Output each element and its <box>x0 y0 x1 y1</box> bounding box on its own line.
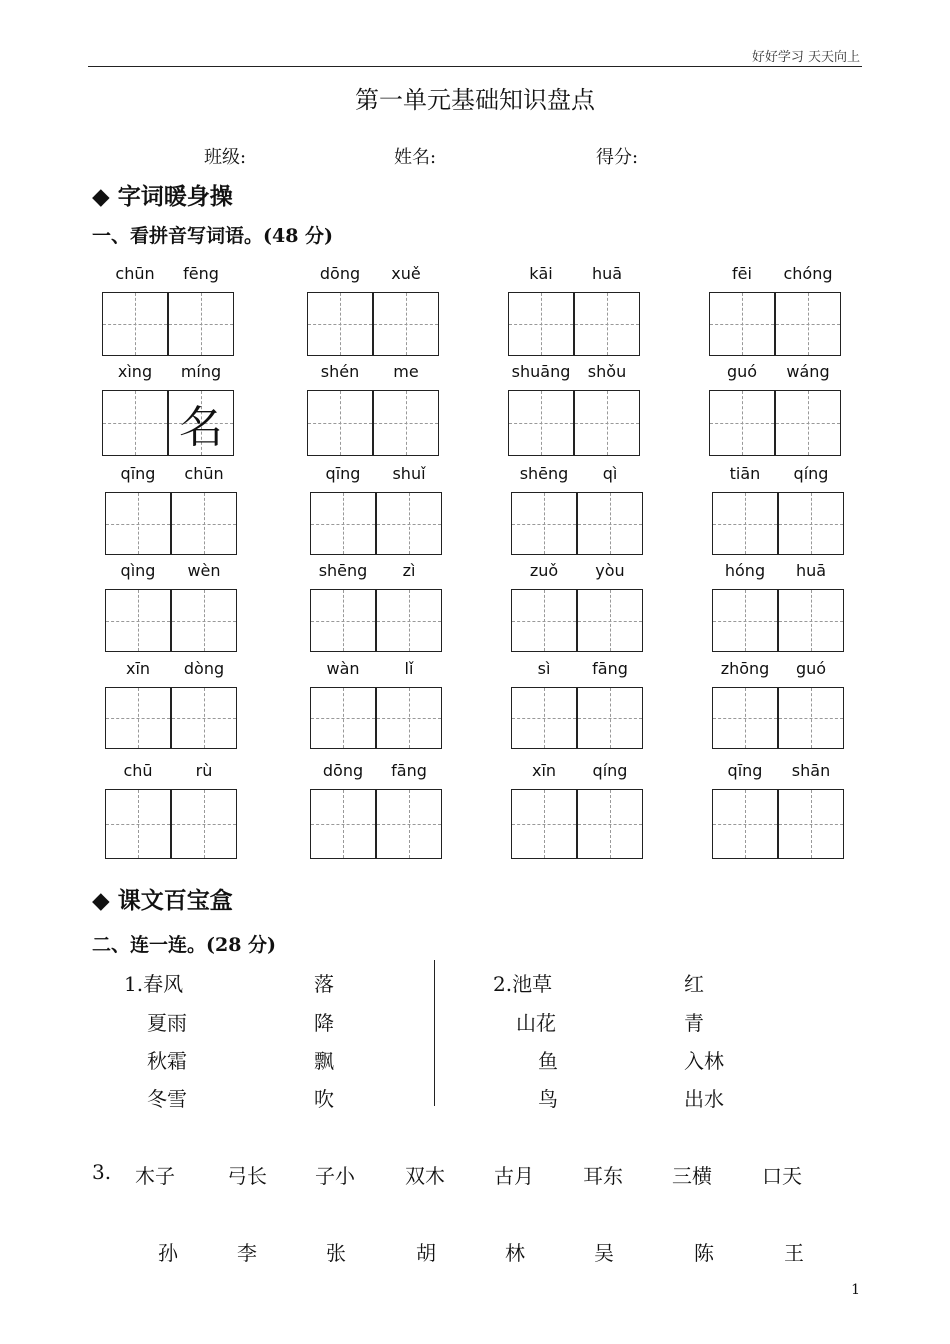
writing-cell[interactable] <box>511 789 577 859</box>
writing-cell[interactable] <box>577 789 643 859</box>
writing-cell[interactable] <box>574 292 640 356</box>
writing-cell[interactable] <box>307 390 373 456</box>
q3-top-2: 弓长 <box>227 1164 267 1188</box>
pinyin-label: chóng <box>783 264 833 283</box>
q3-top-4: 双木 <box>405 1164 445 1188</box>
writing-cell[interactable] <box>577 492 643 555</box>
pinyin-label: tiān <box>729 464 761 483</box>
q3-top-3: 子小 <box>315 1164 355 1188</box>
header-slogan: 好好学习 天天向上 <box>751 50 860 65</box>
pinyin-label: zhōng <box>720 659 770 678</box>
q2-left-b-4: 吹 <box>314 1087 334 1111</box>
q2-right-b-3: 入林 <box>684 1049 724 1073</box>
pinyin-label: me <box>393 362 419 381</box>
q2-left-b-1: 落 <box>314 972 334 996</box>
pinyin-label: fēi <box>732 264 752 283</box>
writing-cell[interactable] <box>105 492 171 555</box>
pinyin-label: guó <box>726 362 758 381</box>
q2-heading: 二、连一连。(28 分) <box>92 934 277 956</box>
q3-bottom-3: 张 <box>326 1241 346 1265</box>
writing-cell[interactable] <box>171 492 237 555</box>
writing-cell[interactable] <box>511 492 577 555</box>
pinyin-label: fēng <box>183 264 219 283</box>
q3-top-1: 木子 <box>135 1164 175 1188</box>
q2-right-a-2: 山花 <box>516 1011 556 1035</box>
header-divider <box>88 66 862 67</box>
q2-right-b-2: 青 <box>684 1011 704 1035</box>
pinyin-label: shēng <box>519 464 569 483</box>
pinyin-label: dōng <box>319 264 361 283</box>
writing-cell[interactable] <box>712 687 778 749</box>
q2-left-b-2: 降 <box>314 1011 334 1035</box>
q3-top-6: 耳东 <box>583 1164 623 1188</box>
writing-cell[interactable] <box>310 687 376 749</box>
pinyin-label: zuǒ <box>529 561 559 580</box>
q2-right-a-4: 鸟 <box>538 1087 558 1111</box>
section-warmup: ◆ 字词暖身操 <box>92 184 233 210</box>
pinyin-label: shǒu <box>587 362 627 381</box>
pinyin-label: fāng <box>391 761 427 780</box>
pinyin-label: kāi <box>529 264 553 283</box>
pinyin-label: xīn <box>531 761 557 780</box>
page-title: 第一单元基础知识盘点 <box>355 86 595 114</box>
writing-cell[interactable] <box>508 292 574 356</box>
pinyin-label: huā <box>795 561 827 580</box>
writing-cell[interactable] <box>376 789 442 859</box>
pinyin-label: guó <box>795 659 827 678</box>
writing-cell[interactable] <box>508 390 574 456</box>
q2-left-a-1: 1.春风 <box>124 972 184 996</box>
page-number: 1 <box>851 1282 860 1298</box>
pinyin-label: sì <box>537 659 551 678</box>
writing-cell[interactable] <box>511 687 577 749</box>
name-label: 姓名: <box>394 147 437 168</box>
pinyin-label: zì <box>402 561 416 580</box>
q2-right-b-1: 红 <box>684 972 704 996</box>
writing-cell[interactable] <box>775 390 841 456</box>
pinyin-label: wèn <box>187 561 221 580</box>
pinyin-label: qíng <box>793 464 829 483</box>
writing-cell[interactable] <box>310 589 376 652</box>
pinyin-label: qì <box>602 464 618 483</box>
q3-bottom-1: 孙 <box>158 1241 178 1265</box>
writing-cell[interactable] <box>712 492 778 555</box>
pinyin-label: chū <box>123 761 153 780</box>
pinyin-label: lǐ <box>404 659 414 678</box>
writing-cell[interactable] <box>376 687 442 749</box>
pinyin-label: qìng <box>120 561 156 580</box>
pinyin-label: xuě <box>391 264 421 283</box>
pinyin-label: qīng <box>120 464 156 483</box>
pinyin-label: shuāng <box>511 362 571 381</box>
writing-cell[interactable] <box>376 492 442 555</box>
q3-top-5: 古月 <box>494 1164 534 1188</box>
writing-cell[interactable] <box>511 589 577 652</box>
pinyin-label: huā <box>591 264 623 283</box>
writing-cell[interactable] <box>105 687 171 749</box>
writing-cell[interactable] <box>709 390 775 456</box>
pinyin-label: chūn <box>115 264 155 283</box>
writing-cell[interactable] <box>102 292 168 356</box>
writing-cell[interactable] <box>168 390 234 456</box>
q3-bottom-2: 李 <box>237 1241 257 1265</box>
class-label: 班级: <box>204 147 247 168</box>
q2-right-a-3: 鱼 <box>538 1049 558 1073</box>
writing-cell[interactable] <box>105 589 171 652</box>
pinyin-label: shān <box>791 761 831 780</box>
q3-number: 3. <box>92 1160 112 1184</box>
writing-cell[interactable] <box>310 789 376 859</box>
q3-bottom-7: 陈 <box>694 1241 714 1265</box>
writing-cell[interactable] <box>373 390 439 456</box>
q2-divider <box>434 960 435 1106</box>
pinyin-label: wàn <box>326 659 360 678</box>
writing-cell[interactable] <box>778 687 844 749</box>
pinyin-label: dōng <box>322 761 364 780</box>
pinyin-label: chūn <box>184 464 224 483</box>
pinyin-label: qīng <box>727 761 763 780</box>
example-character: 名 <box>179 402 223 453</box>
writing-cell[interactable] <box>171 687 237 749</box>
q2-right-a-1: 2.池草 <box>493 972 553 996</box>
writing-cell[interactable] <box>778 589 844 652</box>
q3-bottom-8: 王 <box>784 1241 804 1265</box>
q3-bottom-6: 吴 <box>594 1241 614 1265</box>
section-treasure: ◆ 课文百宝盒 <box>92 888 233 914</box>
writing-cell[interactable] <box>574 390 640 456</box>
pinyin-label: yòu <box>595 561 625 580</box>
pinyin-label: dòng <box>183 659 225 678</box>
writing-cell[interactable] <box>775 292 841 356</box>
q3-bottom-5: 林 <box>505 1241 525 1265</box>
pinyin-label: qíng <box>592 761 628 780</box>
writing-cell[interactable] <box>712 789 778 859</box>
pinyin-label: hóng <box>724 561 766 580</box>
writing-cell[interactable] <box>778 789 844 859</box>
pinyin-label: shuǐ <box>392 464 426 483</box>
q2-right-b-4: 出水 <box>684 1087 724 1111</box>
pinyin-label: fāng <box>592 659 628 678</box>
writing-cell[interactable] <box>712 589 778 652</box>
writing-cell[interactable] <box>778 492 844 555</box>
writing-cell[interactable] <box>168 292 234 356</box>
writing-cell[interactable] <box>577 589 643 652</box>
pinyin-label: shēng <box>318 561 368 580</box>
writing-cell[interactable] <box>577 687 643 749</box>
q2-left-b-3: 飘 <box>314 1049 334 1073</box>
pinyin-label: qīng <box>325 464 361 483</box>
writing-cell[interactable] <box>310 492 376 555</box>
pinyin-label: míng <box>180 362 222 381</box>
writing-cell[interactable] <box>709 292 775 356</box>
q3-top-7: 三横 <box>672 1164 712 1188</box>
writing-cell[interactable] <box>373 292 439 356</box>
score-label: 得分: <box>596 147 639 168</box>
q3-top-8: 口天 <box>762 1164 802 1188</box>
pinyin-label: rù <box>195 761 213 780</box>
writing-cell[interactable] <box>307 292 373 356</box>
pinyin-label: xìng <box>117 362 153 381</box>
writing-cell[interactable] <box>376 589 442 652</box>
pinyin-label: shén <box>320 362 360 381</box>
writing-cell[interactable] <box>171 789 237 859</box>
pinyin-label: xīn <box>125 659 151 678</box>
pinyin-label: wáng <box>786 362 830 381</box>
q2-left-a-3: 秋霜 <box>147 1049 187 1073</box>
writing-cell[interactable] <box>105 789 171 859</box>
q2-left-a-4: 冬雪 <box>147 1087 187 1111</box>
writing-cell[interactable] <box>102 390 168 456</box>
q1-heading: 一、看拼音写词语。(48 分) <box>92 225 334 247</box>
q3-bottom-4: 胡 <box>416 1241 436 1265</box>
writing-cell[interactable] <box>171 589 237 652</box>
q2-left-a-2: 夏雨 <box>147 1011 187 1035</box>
